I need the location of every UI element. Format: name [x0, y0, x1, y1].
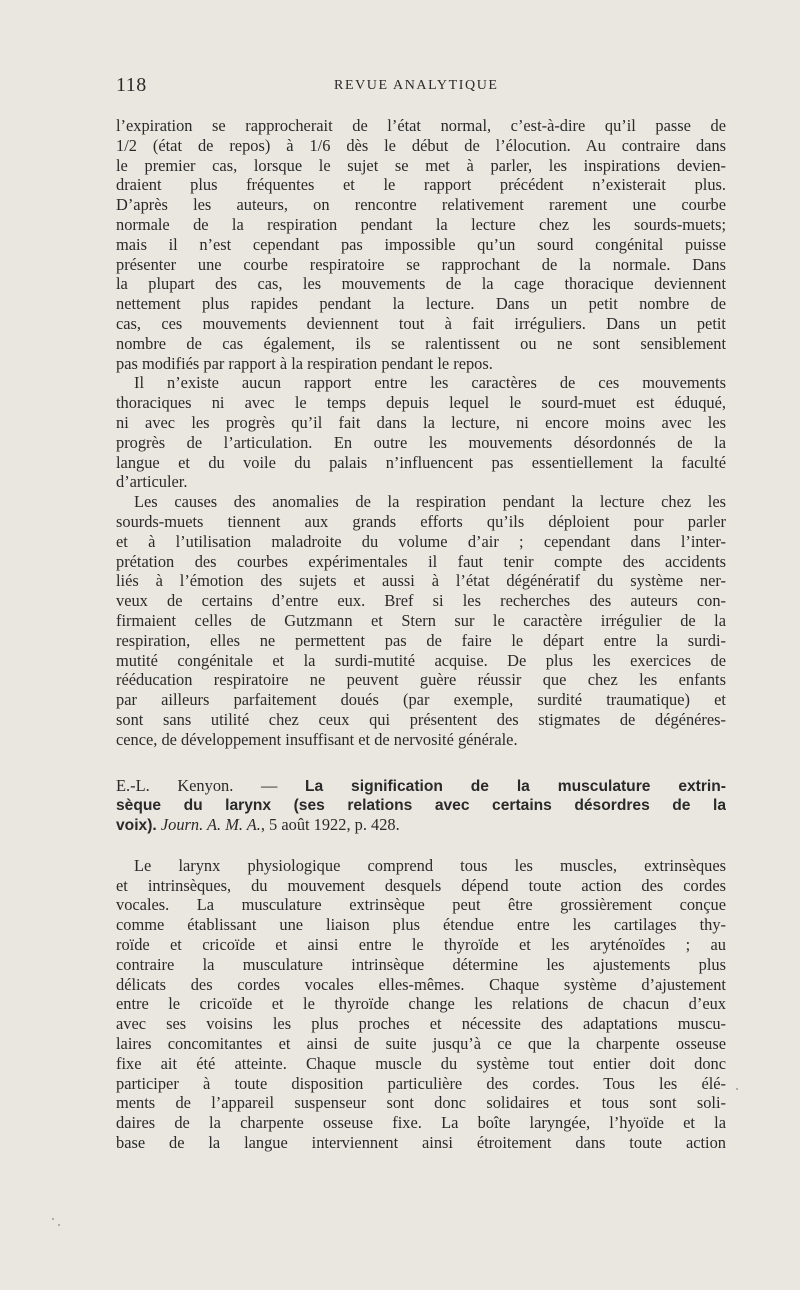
- body-text: [116, 116, 726, 1153]
- running-head: REVUE ANALYTIQUE: [334, 78, 499, 93]
- text-line: progrès de l’articulation. En outre les mouvements désordonnés de la: [116, 432, 726, 452]
- text-line: thoraciques ni avec le temps depuis lequel le sourd-muet est éduqué,: [116, 393, 726, 413]
- text-line: d’articuler.: [116, 472, 188, 492]
- text-line: langue et du voile du palais n’influencent pas essentiellement la faculté: [116, 452, 726, 472]
- entry-line: [116, 776, 726, 796]
- text-line: firmaient celles de Gutzmann et Stern sur le caractère irrégulier de la: [116, 610, 726, 630]
- text-line: vocales. La musculature extrinsèque peut être grossièrement conçue: [116, 895, 726, 915]
- text-line: délicats des cordes vocales elles-mêmes. Chaque système d’ajustement: [116, 974, 726, 994]
- paper-speck: [736, 1088, 738, 1090]
- paper-speck: [58, 1224, 60, 1226]
- text-line: base de la langue interviennent ainsi étroitement dans toute action: [116, 1133, 726, 1153]
- text-line: mutité congénitale et la surdi-mutité acquise. De plus les exercices de: [116, 650, 726, 670]
- text-line: Le larynx physiologique comprend tous les muscles, extrinsèques: [134, 855, 726, 875]
- text-line: Les causes des anomalies de la respiration pendant la lecture chez les: [134, 492, 726, 512]
- paragraph-2: [116, 373, 726, 492]
- text-line: cence, de développement insuffisant et de nervosité générale.: [116, 729, 518, 749]
- text-line: draient plus fréquentes et le rapport précédent n’existerait plus.: [116, 175, 726, 195]
- text-line: laires concomitantes et ainsi de suite jusqu’à ce que la charpente osseuse: [116, 1034, 726, 1054]
- text-line: nettement plus rapides pendant la lecture. Dans un petit nombre de: [116, 294, 726, 314]
- text-line: D’après les auteurs, on rencontre relativement rarement une courbe: [116, 195, 726, 215]
- text-line: contraire la musculature intrinsèque détermine les ajustements plus: [116, 954, 726, 974]
- text-line: pas modifiés par rapport à la respiration pendant le repos.: [116, 353, 493, 373]
- entry-journal: Journ. A. M. A.: [160, 815, 261, 835]
- entry-title: sèque du larynx (ses relations avec certains désordres de la: [116, 797, 726, 815]
- text-line: liés à l’émotion des sujets et aussi à l’état dégénératif du système ner-: [116, 571, 726, 591]
- entry-author: E.-L. Kenyon.: [116, 775, 234, 795]
- text-line: le premier cas, lorsque le sujet se met à parler, les inspirations devien-: [116, 155, 726, 175]
- entry-citation: , 5 août 1922, p. 428.: [260, 815, 400, 835]
- text-line: respiration, elles ne permettent pas de faire le départ entre la surdi-: [116, 630, 726, 650]
- paragraph-3: [116, 492, 726, 749]
- text-line: roïde et cricoïde et ainsi entre le thyroïde et les aryténoïdes ; au: [116, 935, 726, 955]
- text-line: Il n’existe aucun rapport entre les caractères de ces mouvements: [134, 373, 726, 393]
- text-line: entre le cricoïde et le thyroïde change les relations de chacun d’eux: [116, 994, 726, 1014]
- text-line: et intrinsèques, du mouvement desquels dépend toute action des cordes: [116, 875, 726, 895]
- section-gap: [116, 750, 726, 776]
- entry-line: [116, 795, 726, 815]
- page-header: [116, 74, 726, 100]
- paragraph-4: [116, 856, 726, 1153]
- text-line: cas, ces mouvements deviennent tout à fait irréguliers. Dans un petit: [116, 313, 726, 333]
- text-line: avec ses voisins les plus proches et nécessite des adaptations muscu-: [116, 1014, 726, 1034]
- text-line: daires de la charpente osseuse fixe. La boîte laryngée, l’hyoïde et la: [116, 1113, 726, 1133]
- entry-title: voix).: [116, 817, 157, 835]
- text-line: prétation des courbes expérimentales il faut tenir compte des accidents: [116, 551, 726, 571]
- text-line: l’expiration se rapprocherait de l’état normal, c’est-à-dire qu’il passe de: [116, 116, 726, 135]
- paragraph-1: [116, 116, 726, 373]
- text-line: normale de la respiration pendant la lecture chez les sourds-muets;: [116, 214, 726, 234]
- text-line: ni avec les progrès qu’il fait dans la lecture, ni encore moins avec les: [116, 412, 726, 432]
- text-line: fixe ait été atteinte. Chaque muscle du système tout entier doit donc: [116, 1053, 726, 1073]
- entry-dash: —: [233, 775, 305, 795]
- text-line: comme établissant une liaison plus étendue entre les cartilages thy-: [116, 915, 726, 935]
- text-line: nombre de cas également, ils se ralentissent ou ne sont sensiblement: [116, 333, 726, 353]
- paper-speck: [52, 1218, 54, 1220]
- entry-title: La signification de la musculature extrin-: [304, 777, 726, 795]
- text-line: sourds-muets tiennent aux grands efforts qu’ils déploient pour parler: [116, 511, 726, 531]
- entry-line: [116, 815, 726, 835]
- text-line: présenter une courbe respiratoire se rapprochant de la normale. Dans: [116, 254, 726, 274]
- text-line: rééducation respiratoire ne peuvent guère réussir que chez les enfants: [116, 670, 726, 690]
- text-line: ments de l’appareil suspenseur sont donc solidaires et tous sont soli-: [116, 1093, 726, 1113]
- text-line: sont sans utilité chez ceux qui présentent des stigmates de dégénéres-: [116, 709, 726, 729]
- bibliographic-entry: [116, 776, 726, 835]
- text-line: mais il n’est cependant pas impossible qu’un sourd congénital puisse: [116, 234, 726, 254]
- text-line: participer à toute disposition particulière des cordes. Tous les élé-: [116, 1073, 726, 1093]
- text-line: veux de certains d’entre eux. Bref si les recherches des auteurs con-: [116, 591, 726, 611]
- text-line: 1/2 (état de repos) à 1/6 dès le début de l’élocution. Au contraire dans: [116, 135, 726, 155]
- section-gap: [116, 835, 726, 856]
- text-line: par ailleurs parfaitement doués (par exemple, surdité traumatique) et: [116, 690, 726, 710]
- text-line: et à l’utilisation maladroite du volume d’air ; cependant dans l’inter-: [116, 531, 726, 551]
- text-line: la plupart des cas, les mouvements de la cage thoracique deviennent: [116, 274, 726, 294]
- page-number: 118: [116, 74, 147, 96]
